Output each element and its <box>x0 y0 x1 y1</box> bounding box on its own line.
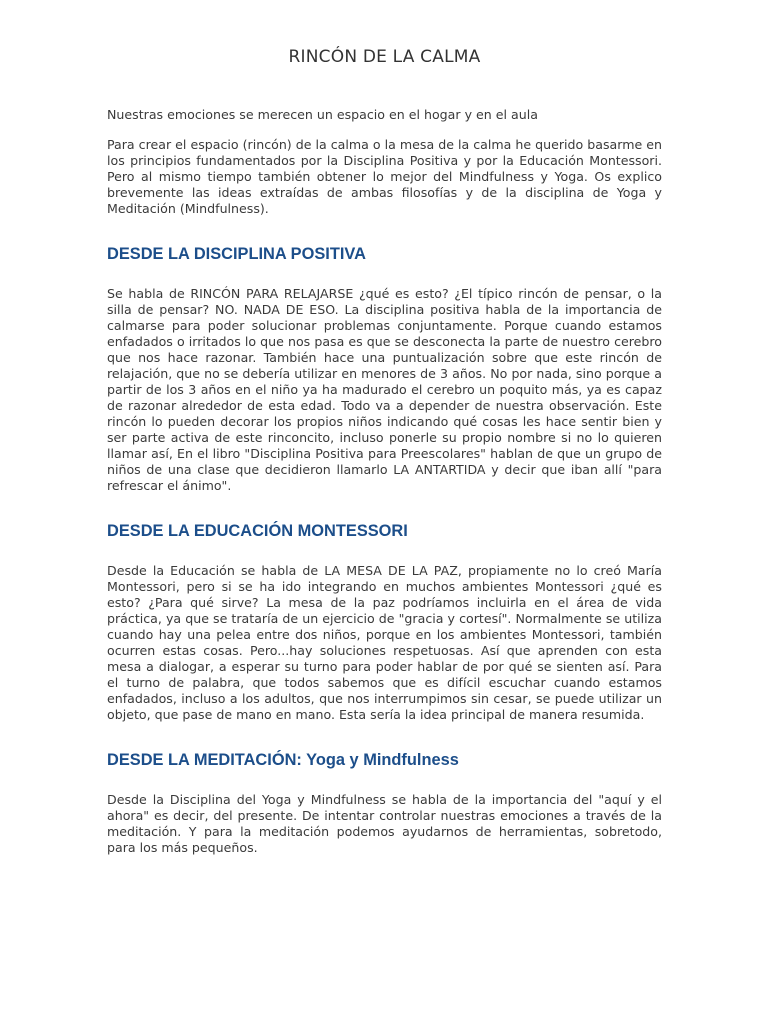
section-heading-disciplina-positiva: DESDE LA DISCIPLINA POSITIVA <box>107 245 366 263</box>
intro-paragraph: Para crear el espacio (rincón) de la calma o la mesa de la calma he querido basarme en los principios fundamentados por la Disciplina Positiva y por la Educación Montessori. Pero al mismo tiempo también obtener lo mejor del Mindfulness y Yoga. Os explico brevemente las ideas extraídas de ambas filosofías y de la disciplina de Yoga y Meditación (Mindfulness). <box>107 137 662 216</box>
spacer <box>107 723 662 750</box>
section-body-meditacion: Desde la Disciplina del Yoga y Mindfulness se habla de la importancia del "aquí y el ahora" es decir, del presente. De intentar controlar nuestras emociones a través de la meditación. Y para la meditación podemos ayudarnos de herramientas, sobretodo, para los más pequeños. <box>107 792 662 855</box>
document-title: RINCÓN DE LA CALMA <box>288 47 481 67</box>
spacer <box>107 541 662 563</box>
spacer <box>107 264 662 286</box>
section-heading-educacion-montessori: DESDE LA EDUCACIÓN MONTESSORI <box>107 522 408 540</box>
section-body-disciplina-positiva: Se habla de RINCÓN PARA RELAJARSE ¿qué es esto? ¿El típico rincón de pensar, o la silla de pensar? NO. NADA DE ESO. La disciplina positiva habla de la importancia de calmarse para poder solucionar problemas conjuntamente. Porque cuando estamos enfadados o irritados lo que nos pasa es que se desconecta la parte de nuestro cerebro que nos hace razonar. También hace una puntualización sobre que este rincón de relajación, que no se debería utilizar en menores de 3 años. No por nada, sino porque a partir de los 3 años en el niño ya ha madurado el cerebro un poquito más, ya es capaz de razonar alrededor de esta edad. Todo va a depender de nuestra observación. Este rincón lo pueden decorar los propios niños indicando qué cosas les hace sentir bien y ser parte activa de este rinconcito, incluso ponerle su propio nombre si no lo quieren llamar así, En el libro "Disciplina Positiva para Preescolares" hablan de que un grupo de niños de una clase que decidieron llamarlo LA ANTARTIDA y decir que iban allí "para refrescar el ánimo". <box>107 286 662 493</box>
spacer <box>107 217 662 244</box>
section-heading-meditacion: DESDE LA MEDITACIÓN: Yoga y Mindfulness <box>107 751 459 769</box>
spacer <box>107 494 662 521</box>
spacer <box>107 770 662 792</box>
section-body-educacion-montessori: Desde la Educación se habla de LA MESA DE LA PAZ, propiamente no lo creó María Montessori, pero si se ha ido integrando en muchos ambientes Montessori ¿qué es esto? ¿Para qué sirve? La mesa de la paz podríamos incluirla en el área de vida práctica, ya que se trataría de un ejercicio de "gracia y cortesí". Normalmente se utiliza cuando hay una pelea entre dos niños, porque en los ambientes Montessori, también ocurren estas cosas. Pero...hay soluciones respetuosas. Así que aprenden con esta mesa a dialogar, a esperar su turno para poder hablar de por qué se sienten así. Para el turno de palabra, que todos sabemos que es difícil escuchar cuando estamos enfadados, incluso a los adultos, que nos interrumpimos sin cesar, se puede utilizar un objeto, que pase de mano en mano. Esta sería la idea principal de manera resumida. <box>107 563 662 722</box>
intro-line: Nuestras emociones se merecen un espacio en el hogar y en el aula <box>107 107 538 122</box>
